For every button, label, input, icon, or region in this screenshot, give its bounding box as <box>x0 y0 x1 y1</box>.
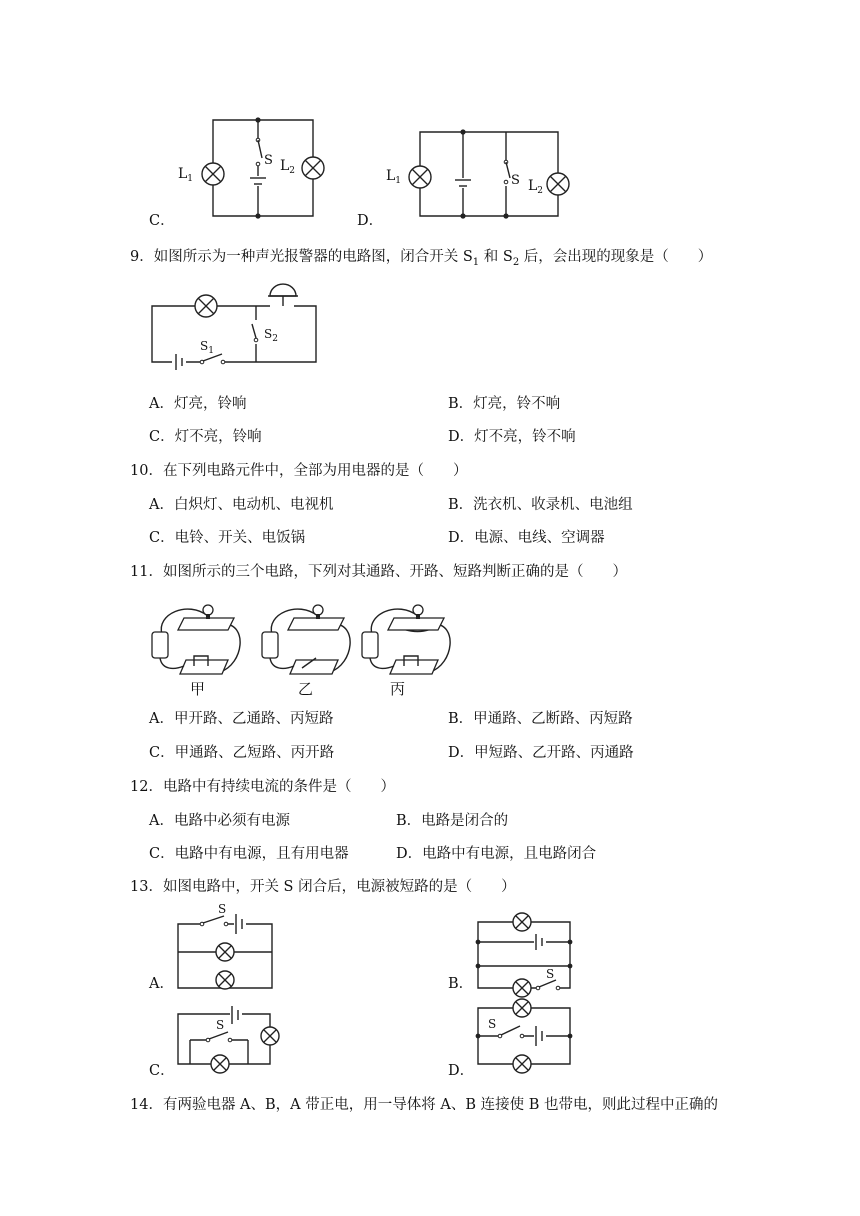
q12-option-d: D．电路中有电源，且电路闭合 <box>396 846 597 862</box>
q13-option-a: A． <box>149 976 174 992</box>
switch-s1-label: $S_1$ <box>200 339 214 356</box>
q12-option-b: B．电路是闭合的 <box>396 813 509 829</box>
q10-stem: 10．在下列电路元件中，全部为用电器的是（ ） <box>130 463 468 479</box>
q10-option-b: B．洗衣机、收录机、电池组 <box>448 497 633 513</box>
lamp-l2-label: $L_2$ <box>280 158 296 176</box>
svg-text:S: S <box>216 1018 225 1032</box>
switch-s-label: S <box>511 173 520 188</box>
lamp-l2-label: $L_2$ <box>528 178 544 196</box>
q8-option-c: C． <box>149 213 175 229</box>
lamp-l1-label: $L_1$ <box>386 168 402 186</box>
lamp-l1-label: $L_1$ <box>178 166 194 184</box>
q13-figure-c <box>172 996 292 1076</box>
q12-option-a: A．电路中必须有电源 <box>149 813 290 829</box>
q11-option-a: A．甲开路、乙通路、丙短路 <box>149 711 334 727</box>
label-yi: 乙 <box>298 680 314 698</box>
q14-stem: 14．有两验电器 A、B，A 带正电，用一导体将 A、B 连接使 B 也带电，则此过程中正确的 <box>130 1097 718 1113</box>
q8-figure-d <box>380 122 580 232</box>
switch-s-label: S <box>264 153 273 168</box>
q9-stem: 9．如图所示为一种声光报警器的电路图，闭合开关 $S_1$ 和 $S_2$ 后，会出现的现象是（ ） <box>130 249 713 268</box>
q9-option-a: A．灯亮，铃响 <box>149 396 247 412</box>
circuit-jia <box>152 605 240 674</box>
q10-option-d: D．电源、电线、空调器 <box>448 530 605 546</box>
q12-stem: 12．电路中有持续电流的条件是（ ） <box>130 779 395 795</box>
svg-text:S: S <box>218 902 227 916</box>
q13-figure-b <box>470 908 580 998</box>
svg-text:S: S <box>546 967 555 981</box>
q13-option-c: C． <box>149 1063 175 1079</box>
label-bing: 丙 <box>390 680 406 698</box>
q11-stem: 11．如图所示的三个电路，下列对其通路、开路、短路判断正确的是（ ） <box>130 564 627 580</box>
q10-option-c: C．电铃、开关、电饭锅 <box>149 530 306 546</box>
q11-option-c: C．甲通路、乙短路、丙开路 <box>149 745 335 761</box>
q11-figure <box>148 594 448 704</box>
circuit-bing <box>362 605 450 674</box>
q11-option-b: B．甲通路、乙断路、丙短路 <box>448 711 633 727</box>
q13-figure-a <box>172 904 282 994</box>
label-jia: 甲 <box>190 680 206 698</box>
q8-option-d: D． <box>357 213 384 229</box>
q13-option-d: D． <box>448 1063 475 1079</box>
q9-option-b: B．灯亮，铃不响 <box>448 396 561 412</box>
q8-figure-c <box>170 112 340 232</box>
q13-stem: 13．如图电路中，开关 S 闭合后，电源被短路的是（ ） <box>130 879 516 895</box>
q9-option-c: C．灯不亮，铃响 <box>149 429 262 445</box>
q13-figure-d <box>470 994 580 1074</box>
svg-text:S: S <box>488 1017 497 1031</box>
switch-s2-label: $S_2$ <box>264 327 278 344</box>
q9-option-d: D．灯不亮，铃不响 <box>448 429 576 445</box>
q9-figure <box>146 280 326 370</box>
q12-option-c: C．电路中有电源，且有用电器 <box>149 846 349 862</box>
circuit-yi <box>262 605 350 674</box>
q13-option-b: B． <box>448 976 474 992</box>
q10-option-a: A．白炽灯、电动机、电视机 <box>149 497 334 513</box>
q11-option-d: D．甲短路、乙开路、丙通路 <box>448 745 634 761</box>
